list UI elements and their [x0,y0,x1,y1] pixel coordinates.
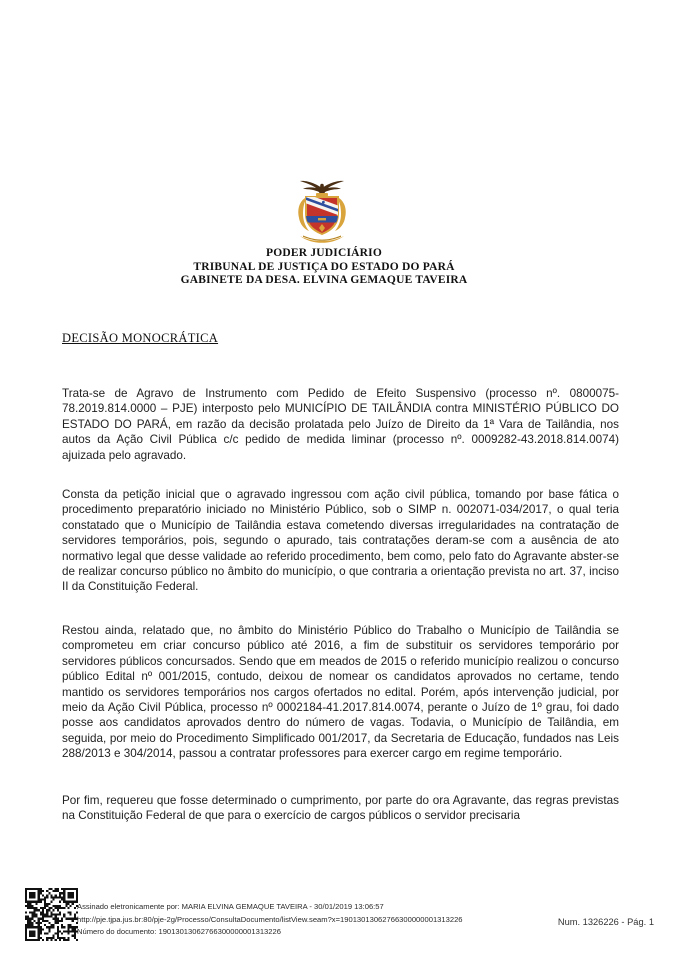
paragraph-2: Consta da petição inicial que o agravado ingressou com ação civil pública, tomando por base fática o procedimento preparatório iniciado no Ministério Público, sob o SIMP n. 002071-034/2017, o qual teria constatado que o Município de Tailândia estava cometendo diversas irregularidades na contratação de servidores temporários, pois, segundo o apurado, tais contratações deram-se com a ausência de ato normativo legal que desse validade ao referido procedimento, bem como, pelo fato do Agravante abster-se de realizar concurso público no âmbito do município, o que contraria a orientação prevista no art. 37, inciso II da Constituição Federal. [62,488,619,594]
qr-code [25,888,78,941]
verification-url: http://pje.tjpa.jus.br:80/pje-2g/Processo/ConsultaDocumento/listView.seam?x=19013013062766300000001313226 [77,914,463,924]
crown-ornament [316,193,328,196]
header-line-poder-judiciario: PODER JUDICIÁRIO [266,247,382,259]
paragraph-4: Por fim, requereu que fosse determinado o cumprimento, por parte do ora Agravante, das regras previstas na Constituição Federal de que para o exercício de cargos públicos o servidor precisaria [62,794,619,823]
signature-block [77,901,507,939]
signature-line: Assinado eletronicamente por: MARIA ELVINA GEMAQUE TAVEIRA - 30/01/2019 13:06:57 [77,902,384,911]
eagle-head [320,184,324,188]
decision-title: DECISÃO MONOCRÁTICA [62,331,219,345]
para-coat-of-arms-icon [292,176,352,243]
document-number: Número do documento: 19013013062766300000001313226 [77,927,281,937]
header-line-tribunal: TRIBUNAL DE JUSTIÇA DO ESTADO DO PARÁ [193,260,455,273]
paragraph-3: Restou ainda, relatado que, no âmbito do Ministério Público do Trabalho o Município de Tailândia se comprometeu em criar concurso público até 2016, a fim de substituir os servidores temporário por servidores públicos concursados. Sendo que em meados de 2015 o referido município realizou o concurso público Edital nº 001/2015, contudo, deixou de nomear os candidatos aprovados no certame, tendo mantido os servidores temporários nos cargos ofertados no edital. Porém, após intervenção judicial, por meio da Ação Civil Pública, processo nº 0002184-41.2017.814.0074, perante o Juízo de 1º grau, foi dado posse aos candidatos aprovados dentro do número de vagas. Todavia, o Município de Tailândia, em seguida, por meio do Procedimento Simplificado 001/2017, da Secretaria de Educação, fundados nas Leis 288/2013 e 304/2014, passou a contratar professores para exercer cargo em regime temporário. [62,624,619,761]
court-header [0,247,648,288]
page-number-reference: Num. 1326226 - Pág. 1 [557,917,654,927]
paragraph-1: Trata-se de Agravo de Instrumento com Pedido de Efeito Suspensivo (processo nº. 0800075-78.2019.814.0000 – PJE) interposto pelo MUNICÍPIO DE TAILÂNDIA contra MINISTÉRIO PÚBLICO DO ESTADO DO PARÁ, em razão da decisão prolatada pelo Juízo de Direito da 1ª Vara de Tailândia, nos autos da Ação Civil Pública c/c pedido de medida liminar (processo nº. 0009282-43.2018.814.0074) ajuizada pelo agravado. [62,387,619,462]
header-line-gabinete: GABINETE DA DESA. ELVINA GEMAQUE TAVEIRA [180,274,468,287]
fess-gold-mark [318,218,326,220]
